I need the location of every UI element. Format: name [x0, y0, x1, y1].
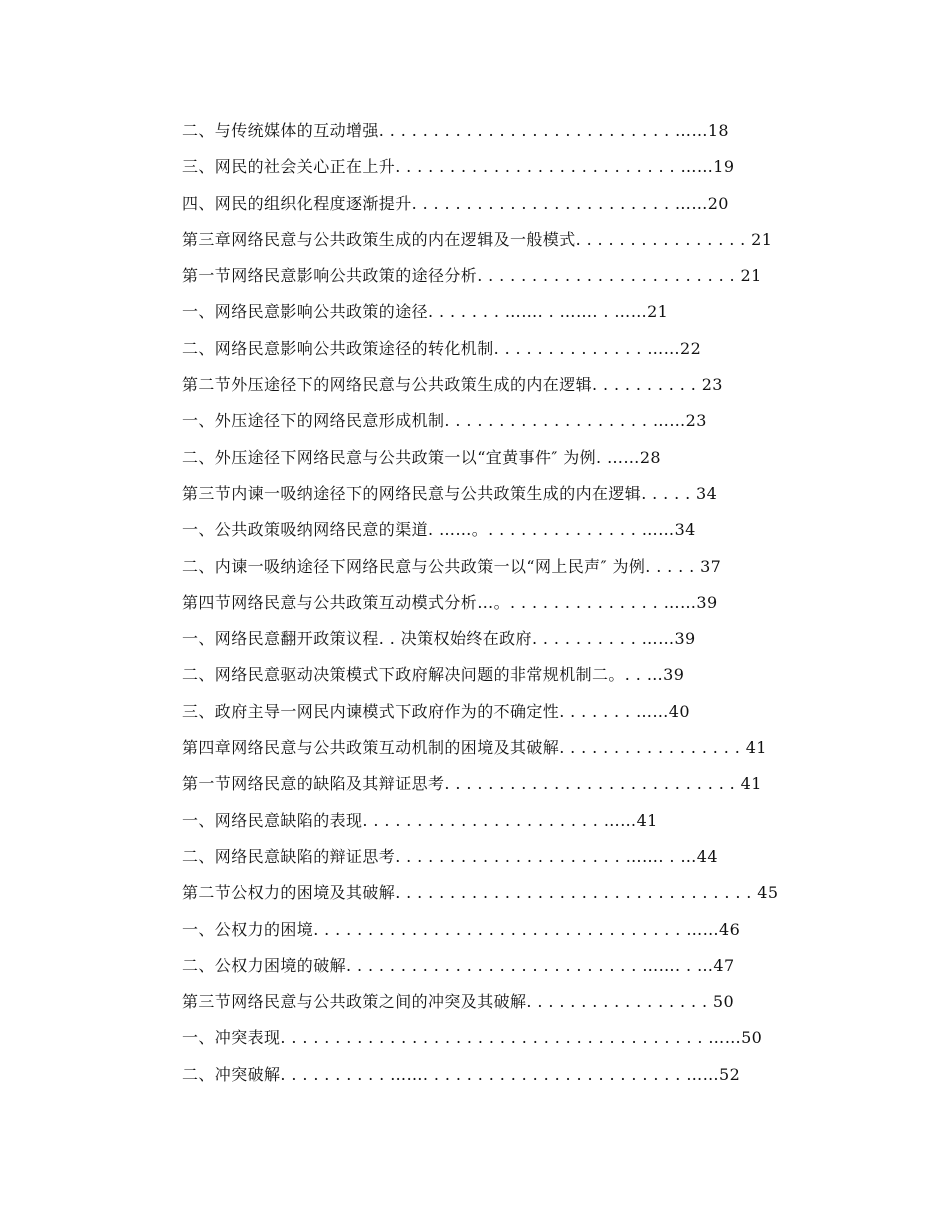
toc-entry: 二、公权力困境的破解. . . . . . . . . . . . . . . . . . . . . . . . . . . ……. . …47 — [182, 955, 735, 975]
toc-entry: 二、外压途径下网络民意与公共政策一以“宜黄事件″ 为例. ……28 — [182, 447, 661, 467]
toc-entry: 第三节内谏一吸纳途径下的网络民意与公共政策生成的内在逻辑. . . . . 34 — [182, 483, 718, 503]
toc-entry: 第二节外压途径下的网络民意与公共政策生成的内在逻辑. . . . . . . . . . 23 — [182, 375, 723, 395]
toc-entry: 三、政府主导一网民内谏模式下政府作为的不确定性. . . . . . . ……40 — [182, 701, 690, 721]
toc-entry: 二、网络民意驱动决策模式下政府解决问题的非常规机制二。. . …39 — [182, 665, 685, 685]
toc-entry: 三、网民的社会关心正在上升. . . . . . . . . . . . . . . . . . . . . . . . . . ……19 — [182, 157, 735, 177]
toc-entry: 一、网络民意缺陷的表现. . . . . . . . . . . . . . . . . . . . . . ……41 — [182, 810, 658, 830]
toc-entry: 二、与传统媒体的互动增强. . . . . . . . . . . . . . . . . . . . . . . . . . . ……18 — [182, 121, 729, 140]
toc-entry: 二、内谏一吸纳途径下网络民意与公共政策一以“网上民声″ 为例. . . . . 37 — [182, 556, 722, 576]
toc-entry: 第二节公权力的困境及其破解. . . . . . . . . . . . . . . . . . . . . . . . . . . . . . . . . 45 — [182, 883, 779, 903]
toc-entry: 一、网络民意影响公共政策的途径. . . . . . . ……. . ……. . ……21 — [182, 302, 669, 322]
toc-entry: 第四章网络民意与公共政策互动机制的困境及其破解. . . . . . . . . . . . . . . . . 41 — [182, 738, 767, 758]
toc-entry: 第四节网络民意与公共政策互动模式分析…。. . . . . . . . . . . . . . ……39 — [182, 592, 718, 612]
toc-entry: 四、网民的组织化程度逐渐提升. . . . . . . . . . . . . . . . . . . . . . . . ……20 — [182, 193, 729, 213]
toc-entry: 一、公共政策吸纳网络民意的渠道. ……。. . . . . . . . . . . . . . ……34 — [182, 520, 696, 540]
toc-entry: 第三节网络民意与公共政策之间的冲突及其破解. . . . . . . . . . . . . . . . . 50 — [182, 992, 735, 1012]
toc-entry: 第一节网络民意的缺陷及其辩证思考. . . . . . . . . . . . . . . . . . . . . . . . . . . 41 — [182, 774, 762, 794]
toc-entry: 一、公权力的困境. . . . . . . . . . . . . . . . . . . . . . . . . . . . . . . . . . ……46 — [182, 919, 741, 939]
toc-entry: 第一节网络民意影响公共政策的途径分析. . . . . . . . . . . . . . . . . . . . . . . . 21 — [182, 266, 762, 286]
toc-entry: 一、网络民意翻开政策议程. . 决策权始终在政府. . . . . . . . . . ……39 — [182, 629, 696, 649]
toc-entry: 二、网络民意影响公共政策途径的转化机制. . . . . . . . . . . . . . ……22 — [182, 338, 702, 358]
toc-entry: 二、网络民意缺陷的辩证思考. . . . . . . . . . . . . . . . . . . . . ……. . …44 — [182, 846, 718, 866]
toc-entry: 第三章网络民意与公共政策生成的内在逻辑及一般模式. . . . . . . . . . . . . . . . 21 — [182, 229, 773, 249]
toc-entry: 一、冲突表现. . . . . . . . . . . . . . . . . . . . . . . . . . . . . . . . . . . . . . . ……50 — [182, 1028, 763, 1048]
toc-entry: 一、外压途径下的网络民意形成机制. . . . . . . . . . . . . . . . . . . ……23 — [182, 411, 707, 431]
toc-entry: 二、冲突破解. . . . . . . . . . ……. . . . . . . . . . . . . . . . . . . . . . . . ……52 — [182, 1064, 741, 1084]
table-of-contents — [182, 117, 822, 1097]
